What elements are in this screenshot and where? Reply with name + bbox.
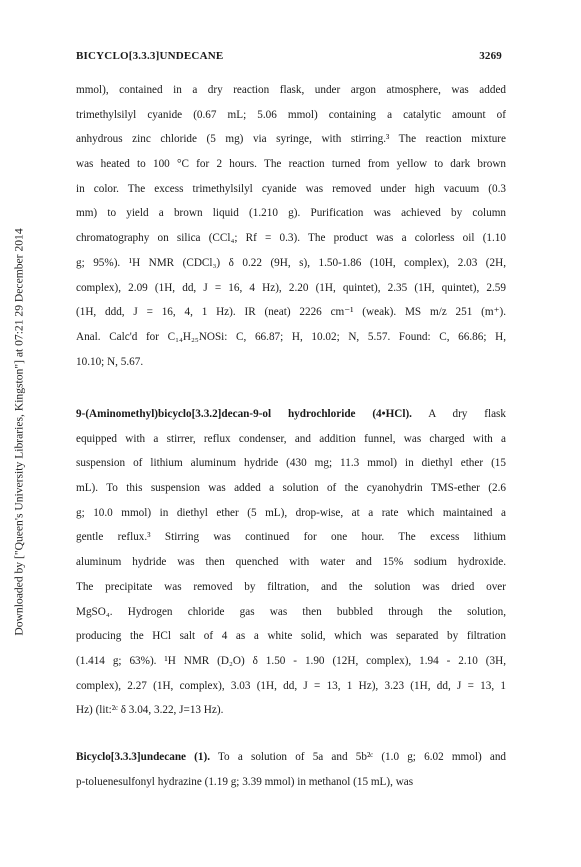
- paragraph-aminomethyl-synthesis: [76, 402, 506, 723]
- page-number: 3269: [479, 50, 502, 62]
- text-line: mmol), contained in a dry reaction flask, under argon atmosphere, was added: [76, 84, 506, 96]
- paragraph-cyanohydrin-synthesis: [76, 78, 506, 374]
- text-line: 10.10; N, 5.67.: [76, 355, 144, 368]
- text-line: producing the HCl salt of 4 as a white solid, which was separated by filtration: [76, 630, 506, 643]
- text-line: Hz) (lit:²ᶜ δ 3.04, 3.22, J=13 Hz).: [76, 704, 224, 717]
- text-line: gentle reflux.³ Stirring was continued for one hour. The excess lithium: [76, 531, 506, 544]
- text-line: The precipitate was removed by filtration, and the solution was dried over: [76, 580, 506, 593]
- page-header: [76, 50, 502, 62]
- text-line: trimethylsilyl cyanide (0.67 mL; 5.06 mmol) containing a catalytic amount of: [76, 108, 506, 121]
- text-line: g; 10.0 mmol) in diethyl ether (5 mL), drop-wise, at a rate which maintained a: [76, 506, 506, 519]
- text-line: Anal. Calc'd for C₁₄H₂₅NOSi: C, 66.87; H, 10.02; N, 5.57. Found: C, 66.86; H,: [76, 330, 506, 343]
- text-line: aluminum hydride was then quenched with water and 15% sodium hydroxide.: [76, 556, 506, 569]
- text-line: (1H, ddd, J = 16, 4, 1 Hz). IR (neat) 2226 cm⁻¹ (weak). MS m/z 251 (m⁺).: [76, 306, 506, 319]
- text-line: complex), 2.09 (1H, dd, J = 16, 4 Hz), 2.20 (1H, quintet), 2.35 (1H, quintet), 2.59: [76, 281, 506, 294]
- download-watermark: [10, 182, 28, 682]
- section-heading: 9-(Aminomethyl)bicyclo[3.3.2]decan-9-ol hydrochloride (4•HCl).: [76, 408, 412, 420]
- text-line: MgSO₄. Hydrogen chloride gas was then bubbled through the solution,: [76, 605, 506, 618]
- heading-line-continuation: A dry flask: [411, 408, 506, 420]
- paragraph-bicycloundecane-synthesis: [76, 745, 506, 794]
- text-line: anhydrous zinc chloride (5 mg) via syringe, with stirring.³ The reaction mixture: [76, 133, 506, 146]
- text-line: in color. The excess trimethylsilyl cyanide was removed under high vacuum (0.3: [76, 182, 506, 195]
- text-line: [76, 745, 506, 770]
- section-heading: Bicyclo[3.3.3]undecane (1).: [76, 751, 211, 763]
- download-watermark-text: Downloaded by ["Queen's University Libraries, Kingston"] at 07:21 29 December 2014: [12, 228, 26, 636]
- text-line: p-toluenesulfonyl hydrazine (1.19 g; 3.39 mmol) in methanol (15 mL), was: [76, 775, 414, 788]
- text-line: suspension of lithium aluminum hydride (430 mg; 11.3 mmol) in diethyl ether (15: [76, 457, 506, 470]
- text-line: equipped with a stirrer, reflux condenser, and addition funnel, was charged with a: [76, 432, 506, 445]
- text-line: chromatography on silica (CCl₄; Rf = 0.3). The product was a colorless oil (1.10: [76, 232, 506, 245]
- running-title: BICYCLO[3.3.3]UNDECANE: [76, 50, 224, 62]
- text-line: g; 95%). ¹H NMR (CDCl₃) δ 0.22 (9H, s), 1.50-1.86 (10H, complex), 2.03 (2H,: [76, 256, 506, 269]
- text-line: was heated to 100 °C for 2 hours. The reaction turned from yellow to dark brown: [76, 158, 506, 171]
- text-line: complex), 2.27 (1H, complex), 3.03 (1H, dd, J = 13, 1 Hz), 3.23 (1H, dd, J = 13, 1: [76, 679, 506, 692]
- text-line: mL). To this suspension was added a solution of the cyanohydrin TMS-ether (2.6: [76, 482, 506, 495]
- heading-line-continuation: To a solution of 5a and 5b²ᶜ (1.0 g; 6.02 mmol) and: [210, 751, 507, 763]
- text-line: (1.414 g; 63%). ¹H NMR (D₂O) δ 1.50 - 1.90 (12H, complex), 1.94 - 2.10 (3H,: [76, 654, 506, 667]
- text-line: [76, 402, 506, 427]
- text-line: mm) to yield a brown liquid (1.210 g). Purification was achieved by column: [76, 207, 506, 220]
